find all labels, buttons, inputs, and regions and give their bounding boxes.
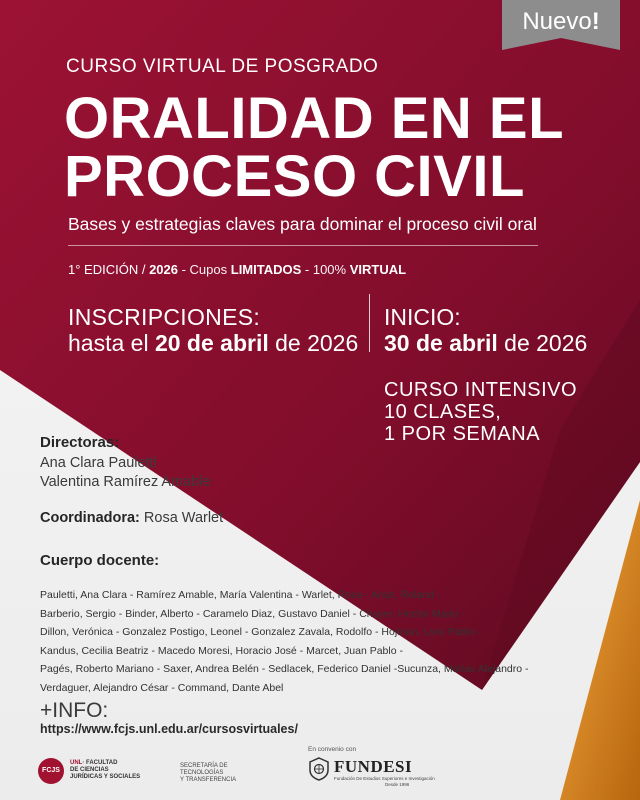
fcjs-line-1 — [70, 760, 150, 767]
inscripciones-date: 20 de abril — [154, 330, 269, 356]
edition-year: 2026 — [149, 262, 178, 277]
convenio-label: En convenio con — [308, 746, 357, 753]
edition-cupos: Cupos — [189, 262, 228, 277]
fundesi-subtitle: Fundación De Estudios Superiores e Investigación — [334, 776, 435, 781]
inicio-start-date — [384, 330, 587, 357]
inicio-label: INICIO: — [384, 304, 461, 330]
title-line-2: PROCESO CIVIL — [64, 144, 525, 209]
fcjs-line-3: JURÍDICAS Y SOCIALES — [70, 774, 141, 780]
fundesi-year: Desde 1996 — [385, 782, 410, 787]
new-badge — [502, 0, 620, 50]
intensive-line-1: CURSO INTENSIVO — [384, 379, 578, 401]
course-title — [64, 86, 584, 209]
title-divider — [68, 245, 538, 246]
edition-percent: 100% — [312, 262, 347, 277]
directora-name-1: Ana Clara Pauletti — [40, 455, 157, 471]
intensive-line-2: 10 CLASES, — [384, 401, 502, 423]
course-subtitle: Bases y estrategias claves para dominar el proceso civil oral — [68, 214, 537, 234]
info-label: +INFO: — [40, 699, 109, 722]
faculty-line: Dillon, Verónica - Gonzalez Postigo, Leonel - Gonzalez Zavala, Rodolfo - Hojman, Livio Pablo - — [40, 626, 482, 639]
fcjs-logo: FCJS — [38, 758, 64, 784]
secretaria-line-2: Y TRANSFERENCIA — [180, 777, 237, 783]
secretaria-line-1: SECRETARÍA DE TECNOLOGÍAS — [180, 763, 228, 776]
badge-exclamation: ! — [591, 8, 600, 35]
badge-word: Nuevo — [522, 8, 592, 35]
info-link[interactable]: https://www.fcjs.unl.edu.ar/cursosvirtuales/ — [40, 722, 298, 736]
badge-label — [502, 8, 620, 36]
edition-virtual: VIRTUAL — [349, 262, 407, 277]
fundesi-emblem-icon — [308, 757, 330, 781]
cuerpo-docente-label: Cuerpo docente: — [40, 552, 160, 569]
inicio-date: 30 de abril — [384, 330, 498, 356]
edition-line — [68, 262, 406, 277]
edition-number: 1° EDICIÓN — [68, 262, 139, 277]
edition-sep-3: - — [301, 262, 313, 277]
inscripciones-suffix: de 2026 — [275, 330, 359, 356]
faculty-line: Verdaguer, Alejandro César - Command, Dante Abel — [40, 681, 284, 694]
fcjs-facultad: · FACULTAD — [82, 760, 118, 766]
fundesi-logo-text: FUNDESI — [334, 757, 413, 776]
coordinadora-label: Coordinadora: — [40, 510, 140, 526]
coordinadora-name: Rosa Warlet — [143, 510, 224, 526]
inscripciones-prefix: hasta el — [68, 330, 149, 356]
fcjs-line-2: DE CIENCIAS — [70, 767, 109, 773]
dates-divider — [369, 294, 370, 352]
intensive-line-3: 1 POR SEMANA — [384, 423, 541, 445]
secretaria-logo — [180, 763, 270, 784]
faculty-line: Pagés, Roberto Mariano - Saxer, Andrea Belén - Sedlacek, Federico Daniel -Sucunza, Matías Alejandro - — [40, 663, 529, 676]
edition-limitados: LIMITADOS — [230, 262, 302, 277]
faculty-list — [40, 586, 560, 698]
coordinadora-line — [40, 510, 223, 526]
inscripciones-deadline — [68, 330, 358, 357]
directoras-label: Directoras: — [40, 434, 120, 451]
unl-mark: UNL — [70, 760, 83, 766]
title-line-1: ORALIDAD EN EL — [64, 86, 564, 151]
course-kicker: CURSO VIRTUAL DE POSGRADO — [66, 56, 379, 77]
fcjs-faculty-name — [70, 760, 150, 781]
inscripciones-label: INSCRIPCIONES: — [68, 304, 261, 330]
directora-name-2: Valentina Ramírez Amable — [40, 474, 211, 490]
inicio-suffix: de 2026 — [504, 330, 588, 356]
faculty-line: Pauletti, Ana Clara - Ramírez Amable, María Valentina - Warlet, Rosa - Arazi, Roland - — [40, 589, 441, 601]
intensive-info — [384, 379, 577, 445]
edition-sep-2: - — [177, 262, 190, 277]
edition-sep-1: / — [138, 262, 150, 277]
faculty-line: Kandus, Cecilia Beatriz - Macedo Moresi, Horacio José - Marcet, Juan Pablo - — [40, 644, 403, 657]
faculty-line: Barberio, Sergio - Binder, Alberto - Caramelo Diaz, Gustavo Daniel - Chayer, Hector Mario - — [40, 607, 465, 620]
